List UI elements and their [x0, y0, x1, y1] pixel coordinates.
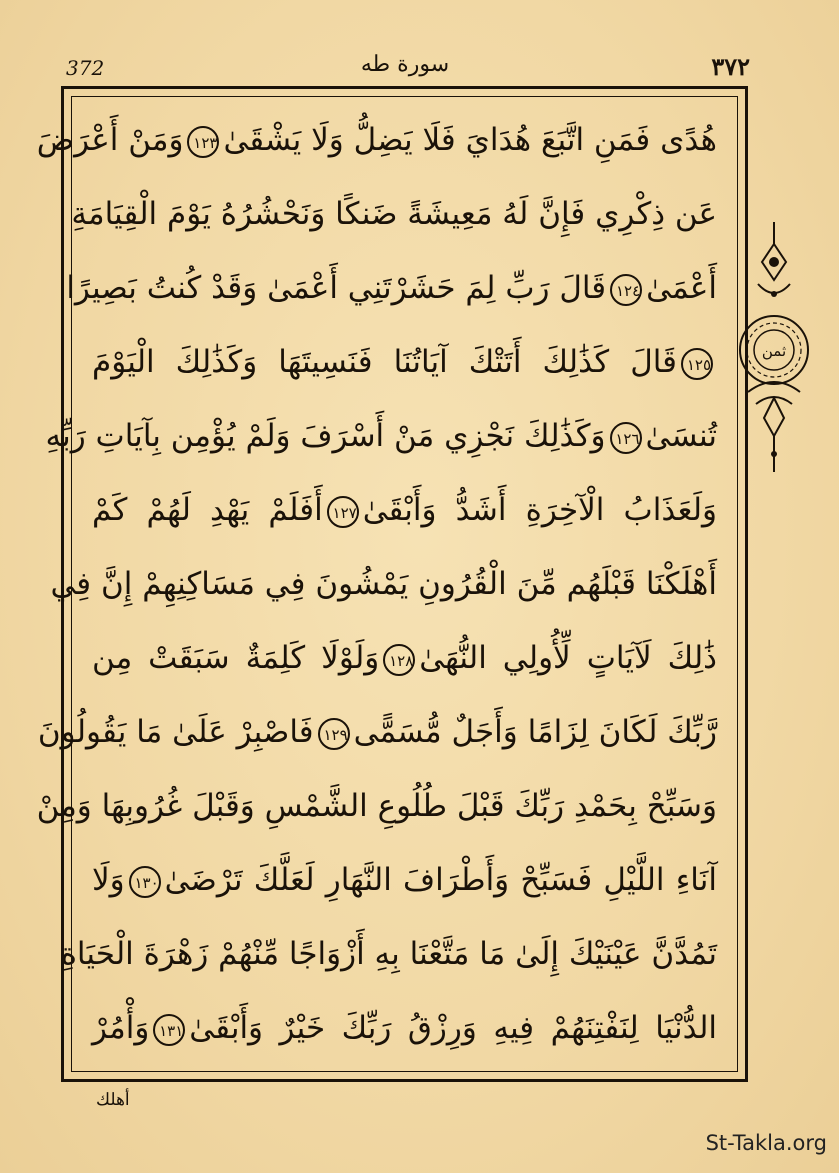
verse-line: [92, 851, 717, 909]
verse-line: [92, 481, 717, 539]
verse-number-marker: ١٢٥: [681, 348, 713, 380]
verse-text: أَفَلَمْ يَهْدِ لَهُمْ كَمْ: [92, 492, 323, 528]
verse-text: وَمَنْ أَعْرَضَ: [36, 122, 184, 158]
text-frame: [36, 86, 748, 1082]
verse-text: ذَٰلِكَ لَآيَاتٍ لِّأُولِي النُّهَىٰ: [419, 640, 717, 676]
verse-text: قَالَ كَذَٰلِكَ أَتَتْكَ آيَاتُنَا فَنَسِيتَهَا وَكَذَٰلِكَ الْيَوْمَ: [92, 344, 677, 380]
surah-title: سورة طه: [360, 52, 450, 77]
verse-text: وَسَبِّحْ بِحَمْدِ رَبِّكَ قَبْلَ طُلُوعِ الشَّمْسِ وَقَبْلَ غُرُوبِهَا وَمِنْ: [36, 788, 717, 824]
text-frame-inner: [36, 96, 738, 1072]
verse-text: تَمُدَّنَّ عَيْنَيْكَ إِلَىٰ مَا مَتَّعْنَا بِهِ أَزْوَاجًا مِّنْهُمْ زَهْرَةَ الْحَيَاةِ: [60, 936, 717, 972]
verse-text: أَهْلَكْنَا قَبْلَهُم مِّنَ الْقُرُونِ يَمْشُونَ فِي مَسَاكِنِهِمْ إِنَّ فِي: [50, 566, 717, 602]
verse-text: تُنسَىٰ: [645, 418, 717, 454]
verse-line: [60, 925, 717, 983]
verse-number-marker: ١٢٣: [187, 126, 219, 158]
verse-line: [66, 259, 717, 317]
verse-line: [36, 777, 717, 835]
verse-line: [45, 407, 717, 465]
verse-number-marker: ١٢٨: [383, 644, 415, 676]
verse-text: وَلَعَذَابُ الْآخِرَةِ أَشَدُّ وَأَبْقَىٰ: [362, 492, 717, 528]
ornament-label: ثمن: [761, 342, 787, 360]
page-header: [60, 52, 750, 86]
verse-number-marker: ١٢٩: [318, 718, 350, 750]
catchword: أهلك: [96, 1090, 130, 1110]
verse-text: عَن ذِكْرِي فَإِنَّ لَهُ مَعِيشَةً ضَنكًا وَنَحْشُرُهُ يَوْمَ الْقِيَامَةِ: [71, 196, 717, 232]
verse-text: أَعْمَىٰ: [646, 270, 717, 306]
verse-text: وَأْمُرْ: [92, 1010, 150, 1046]
verse-number-marker: ١٣٠: [129, 866, 161, 898]
verse-text: وَلَا: [92, 862, 125, 898]
watermark: St-Takla.org: [705, 1131, 827, 1155]
page-number-arabic: ٣٧٢: [711, 52, 750, 81]
verse-line: [92, 629, 717, 687]
verse-line: [92, 999, 717, 1057]
verse-line: [71, 185, 717, 243]
verse-text: رَّبِّكَ لَكَانَ لِزَامًا وَأَجَلٌ مُّسَمًّى: [353, 714, 717, 750]
verse-text: آنَاءِ اللَّيْلِ فَسَبِّحْ وَأَطْرَافَ النَّهَارِ لَعَلَّكَ تَرْضَىٰ: [164, 862, 717, 898]
verse-text: قَالَ رَبِّ لِمَ حَشَرْتَنِي أَعْمَىٰ وَقَدْ كُنتُ بَصِيرًا: [66, 270, 607, 306]
verse-line: [36, 111, 717, 169]
verse-line: [50, 555, 717, 613]
verse-text: فَاصْبِرْ عَلَىٰ مَا يَقُولُونَ: [37, 714, 314, 750]
verse-number-marker: ١٢٤: [610, 274, 642, 306]
verse-text: وَكَذَٰلِكَ نَجْزِي مَنْ أَسْرَفَ وَلَمْ يُؤْمِن بِآيَاتِ رَبِّهِ: [45, 418, 606, 454]
verse-text: الدُّنْيَا لِنَفْتِنَهُمْ فِيهِ وَرِزْقُ رَبِّكَ خَيْرٌ وَأَبْقَىٰ: [189, 1010, 717, 1046]
verse-block: [36, 111, 717, 1057]
verse-line: [37, 703, 717, 761]
verse-number-marker: ١٢٧: [327, 496, 359, 528]
verse-text: هُدًى فَمَنِ اتَّبَعَ هُدَايَ فَلَا يَضِلُّ وَلَا يَشْقَىٰ: [223, 122, 717, 158]
hizb-quarter-ornament-icon: [734, 222, 814, 482]
verse-number-marker: ١٣١: [153, 1014, 185, 1046]
verse-line: [92, 333, 717, 391]
page-number-latin: 372: [66, 56, 105, 80]
verse-text: وَلَوْلَا كَلِمَةٌ سَبَقَتْ مِن: [92, 640, 380, 676]
verse-number-marker: ١٢٦: [610, 422, 642, 454]
